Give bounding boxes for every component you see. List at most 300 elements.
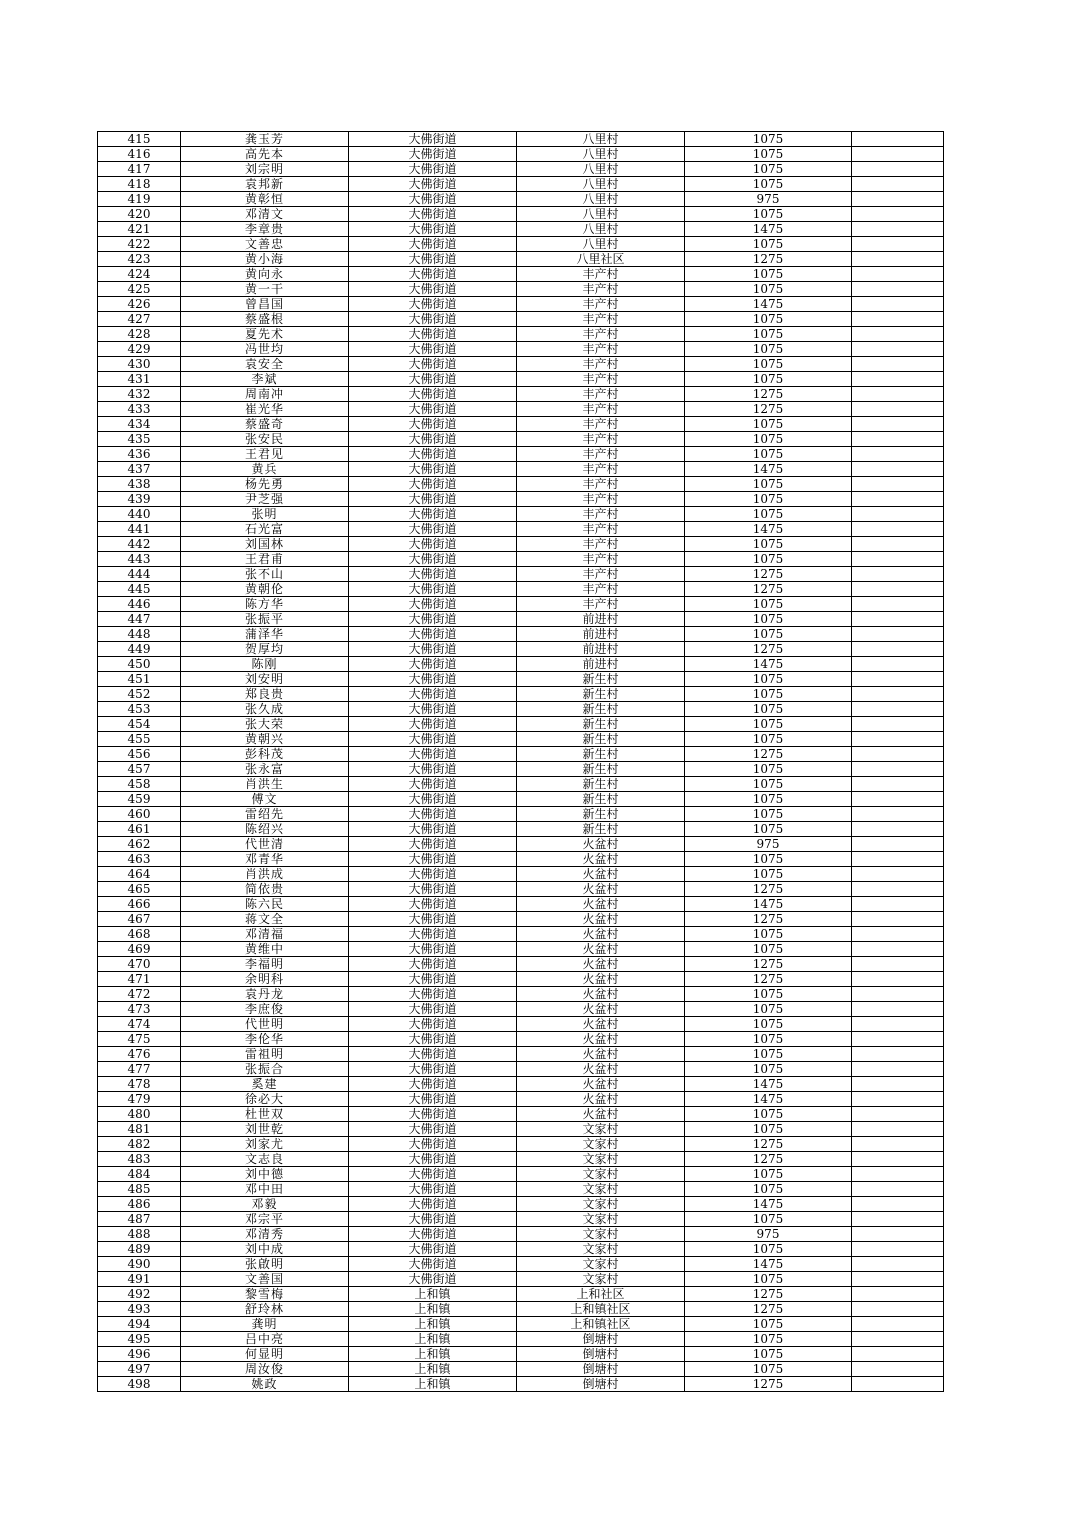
row-number-cell: 438 <box>98 477 181 492</box>
street-cell: 大佛街道 <box>349 642 517 657</box>
street-cell: 大佛街道 <box>349 1017 517 1032</box>
table-row <box>98 267 944 282</box>
street-cell: 大佛街道 <box>349 1092 517 1107</box>
remark-cell <box>852 432 944 447</box>
row-number-cell: 435 <box>98 432 181 447</box>
amount-cell: 1275 <box>685 912 852 927</box>
row-number-cell: 450 <box>98 657 181 672</box>
street-cell: 大佛街道 <box>349 972 517 987</box>
table-row <box>98 1152 944 1167</box>
row-number-cell: 454 <box>98 717 181 732</box>
row-number-cell: 464 <box>98 867 181 882</box>
street-cell: 大佛街道 <box>349 537 517 552</box>
table-row <box>98 432 944 447</box>
name-cell: 张不山 <box>181 567 349 582</box>
name-cell: 蒲泽华 <box>181 627 349 642</box>
name-cell: 黄朝兴 <box>181 732 349 747</box>
village-cell: 丰产村 <box>517 447 685 462</box>
village-cell: 丰产村 <box>517 477 685 492</box>
street-cell: 大佛街道 <box>349 402 517 417</box>
name-cell: 邓清福 <box>181 927 349 942</box>
village-cell: 丰产村 <box>517 357 685 372</box>
street-cell: 大佛街道 <box>349 582 517 597</box>
table-row <box>98 1062 944 1077</box>
row-number-cell: 449 <box>98 642 181 657</box>
row-number-cell: 465 <box>98 882 181 897</box>
street-cell: 大佛街道 <box>349 447 517 462</box>
name-cell: 李斌 <box>181 372 349 387</box>
street-cell: 上和镇 <box>349 1302 517 1317</box>
village-cell: 新生村 <box>517 792 685 807</box>
table-row <box>98 687 944 702</box>
name-cell: 徐必大 <box>181 1092 349 1107</box>
remark-cell <box>852 1062 944 1077</box>
street-cell: 大佛街道 <box>349 507 517 522</box>
street-cell: 上和镇 <box>349 1287 517 1302</box>
row-number-cell: 473 <box>98 1002 181 1017</box>
row-number-cell: 470 <box>98 957 181 972</box>
name-cell: 夏先术 <box>181 327 349 342</box>
village-cell: 前进村 <box>517 627 685 642</box>
village-cell: 丰产村 <box>517 387 685 402</box>
street-cell: 大佛街道 <box>349 612 517 627</box>
village-cell: 八里村 <box>517 207 685 222</box>
amount-cell: 1475 <box>685 1197 852 1212</box>
amount-cell: 1075 <box>685 1182 852 1197</box>
table-row <box>98 867 944 882</box>
remark-cell <box>852 732 944 747</box>
village-cell: 文家村 <box>517 1182 685 1197</box>
table-row <box>98 522 944 537</box>
street-cell: 大佛街道 <box>349 192 517 207</box>
table-row <box>98 1242 944 1257</box>
row-number-cell: 462 <box>98 837 181 852</box>
remark-cell <box>852 492 944 507</box>
amount-cell: 1075 <box>685 852 852 867</box>
street-cell: 大佛街道 <box>349 717 517 732</box>
village-cell: 文家村 <box>517 1242 685 1257</box>
amount-cell: 1075 <box>685 207 852 222</box>
remark-cell <box>852 672 944 687</box>
village-cell: 火盆村 <box>517 1002 685 1017</box>
row-number-cell: 436 <box>98 447 181 462</box>
name-cell: 刘宗明 <box>181 162 349 177</box>
amount-cell: 1075 <box>685 1032 852 1047</box>
street-cell: 大佛街道 <box>349 1122 517 1137</box>
row-number-cell: 420 <box>98 207 181 222</box>
name-cell: 张明 <box>181 507 349 522</box>
village-cell: 八里村 <box>517 237 685 252</box>
remark-cell <box>852 1317 944 1332</box>
amount-cell: 1275 <box>685 402 852 417</box>
amount-cell: 1075 <box>685 162 852 177</box>
village-cell: 文家村 <box>517 1137 685 1152</box>
table-row <box>98 597 944 612</box>
amount-cell: 1475 <box>685 1077 852 1092</box>
row-number-cell: 491 <box>98 1272 181 1287</box>
amount-cell: 1075 <box>685 1272 852 1287</box>
remark-cell <box>852 687 944 702</box>
street-cell: 大佛街道 <box>349 567 517 582</box>
remark-cell <box>852 267 944 282</box>
row-number-cell: 472 <box>98 987 181 1002</box>
street-cell: 大佛街道 <box>349 732 517 747</box>
name-cell: 陈六民 <box>181 897 349 912</box>
remark-cell <box>852 1212 944 1227</box>
row-number-cell: 466 <box>98 897 181 912</box>
name-cell: 黄朝伦 <box>181 582 349 597</box>
amount-cell: 1475 <box>685 462 852 477</box>
amount-cell: 1075 <box>685 687 852 702</box>
remark-cell <box>852 942 944 957</box>
street-cell: 大佛街道 <box>349 1137 517 1152</box>
remark-cell <box>852 582 944 597</box>
village-cell: 火盆村 <box>517 852 685 867</box>
table-row <box>98 147 944 162</box>
remark-cell <box>852 1017 944 1032</box>
table-row <box>98 942 944 957</box>
village-cell: 新生村 <box>517 807 685 822</box>
remark-cell <box>852 237 944 252</box>
amount-cell: 975 <box>685 192 852 207</box>
remark-cell <box>852 207 944 222</box>
street-cell: 大佛街道 <box>349 237 517 252</box>
name-cell: 彭科茂 <box>181 747 349 762</box>
name-cell: 肖洪生 <box>181 777 349 792</box>
table-row <box>98 177 944 192</box>
row-number-cell: 442 <box>98 537 181 552</box>
remark-cell <box>852 657 944 672</box>
row-number-cell: 475 <box>98 1032 181 1047</box>
remark-cell <box>852 822 944 837</box>
street-cell: 大佛街道 <box>349 222 517 237</box>
row-number-cell: 417 <box>98 162 181 177</box>
remark-cell <box>852 897 944 912</box>
street-cell: 大佛街道 <box>349 1272 517 1287</box>
row-number-cell: 452 <box>98 687 181 702</box>
village-cell: 丰产村 <box>517 297 685 312</box>
name-cell: 杨先勇 <box>181 477 349 492</box>
name-cell: 龚明 <box>181 1317 349 1332</box>
village-cell: 文家村 <box>517 1227 685 1242</box>
street-cell: 大佛街道 <box>349 162 517 177</box>
village-cell: 八里村 <box>517 147 685 162</box>
row-number-cell: 476 <box>98 1047 181 1062</box>
row-number-cell: 446 <box>98 597 181 612</box>
amount-cell: 1275 <box>685 1152 852 1167</box>
village-cell: 八里村 <box>517 162 685 177</box>
table-row <box>98 492 944 507</box>
amount-cell: 1075 <box>685 147 852 162</box>
row-number-cell: 426 <box>98 297 181 312</box>
name-cell: 文善忠 <box>181 237 349 252</box>
name-cell: 黄维中 <box>181 942 349 957</box>
street-cell: 大佛街道 <box>349 552 517 567</box>
row-number-cell: 423 <box>98 252 181 267</box>
row-number-cell: 455 <box>98 732 181 747</box>
remark-cell <box>852 1152 944 1167</box>
name-cell: 邓清秀 <box>181 1227 349 1242</box>
name-cell: 简依贵 <box>181 882 349 897</box>
street-cell: 大佛街道 <box>349 987 517 1002</box>
row-number-cell: 461 <box>98 822 181 837</box>
remark-cell <box>852 447 944 462</box>
street-cell: 大佛街道 <box>349 1002 517 1017</box>
amount-cell: 1075 <box>685 822 852 837</box>
table-row <box>98 957 944 972</box>
table-row <box>98 777 944 792</box>
street-cell: 大佛街道 <box>349 807 517 822</box>
row-number-cell: 428 <box>98 327 181 342</box>
street-cell: 大佛街道 <box>349 792 517 807</box>
remark-cell <box>852 1137 944 1152</box>
remark-cell <box>852 627 944 642</box>
village-cell: 丰产村 <box>517 462 685 477</box>
row-number-cell: 497 <box>98 1362 181 1377</box>
row-number-cell: 432 <box>98 387 181 402</box>
street-cell: 大佛街道 <box>349 312 517 327</box>
village-cell: 火盆村 <box>517 867 685 882</box>
row-number-cell: 463 <box>98 852 181 867</box>
name-cell: 黄彰恒 <box>181 192 349 207</box>
street-cell: 大佛街道 <box>349 927 517 942</box>
village-cell: 丰产村 <box>517 312 685 327</box>
name-cell: 李章贵 <box>181 222 349 237</box>
name-cell: 王君甫 <box>181 552 349 567</box>
village-cell: 火盆村 <box>517 942 685 957</box>
name-cell: 黎雪梅 <box>181 1287 349 1302</box>
amount-cell: 1075 <box>685 477 852 492</box>
amount-cell: 1075 <box>685 1347 852 1362</box>
table-row <box>98 627 944 642</box>
row-number-cell: 486 <box>98 1197 181 1212</box>
table-row <box>98 672 944 687</box>
remark-cell <box>852 972 944 987</box>
remark-cell <box>852 702 944 717</box>
table-row <box>98 192 944 207</box>
table-row <box>98 1272 944 1287</box>
street-cell: 大佛街道 <box>349 897 517 912</box>
street-cell: 大佛街道 <box>349 1107 517 1122</box>
village-cell: 丰产村 <box>517 432 685 447</box>
name-cell: 张久成 <box>181 702 349 717</box>
row-number-cell: 430 <box>98 357 181 372</box>
name-cell: 邓青华 <box>181 852 349 867</box>
village-cell: 丰产村 <box>517 537 685 552</box>
amount-cell: 1475 <box>685 897 852 912</box>
village-cell: 丰产村 <box>517 342 685 357</box>
street-cell: 大佛街道 <box>349 747 517 762</box>
village-cell: 文家村 <box>517 1212 685 1227</box>
street-cell: 大佛街道 <box>349 597 517 612</box>
village-cell: 丰产村 <box>517 582 685 597</box>
name-cell: 刘中德 <box>181 1167 349 1182</box>
name-cell: 李伦华 <box>181 1032 349 1047</box>
row-number-cell: 498 <box>98 1377 181 1392</box>
name-cell: 文志良 <box>181 1152 349 1167</box>
amount-cell: 1075 <box>685 672 852 687</box>
table-row <box>98 1287 944 1302</box>
name-cell: 傅文 <box>181 792 349 807</box>
remark-cell <box>852 1002 944 1017</box>
remark-cell <box>852 1047 944 1062</box>
remark-cell <box>852 612 944 627</box>
name-cell: 刘安明 <box>181 672 349 687</box>
remark-cell <box>852 642 944 657</box>
remark-cell <box>852 957 944 972</box>
table-row <box>98 882 944 897</box>
table-row <box>98 552 944 567</box>
roster-table-body <box>98 132 944 1392</box>
amount-cell: 1075 <box>685 342 852 357</box>
village-cell: 丰产村 <box>517 507 685 522</box>
amount-cell: 1075 <box>685 132 852 147</box>
name-cell: 邓宗平 <box>181 1212 349 1227</box>
street-cell: 大佛街道 <box>349 477 517 492</box>
row-number-cell: 460 <box>98 807 181 822</box>
village-cell: 文家村 <box>517 1257 685 1272</box>
name-cell: 黄兵 <box>181 462 349 477</box>
remark-cell <box>852 927 944 942</box>
name-cell: 黄小海 <box>181 252 349 267</box>
table-row <box>98 1107 944 1122</box>
street-cell: 大佛街道 <box>349 867 517 882</box>
village-cell: 八里村 <box>517 132 685 147</box>
amount-cell: 1075 <box>685 1362 852 1377</box>
name-cell: 刘中成 <box>181 1242 349 1257</box>
remark-cell <box>852 1182 944 1197</box>
village-cell: 上和镇社区 <box>517 1317 685 1332</box>
name-cell: 曾昌国 <box>181 297 349 312</box>
row-number-cell: 427 <box>98 312 181 327</box>
name-cell: 舒玲林 <box>181 1302 349 1317</box>
row-number-cell: 494 <box>98 1317 181 1332</box>
village-cell: 八里村 <box>517 192 685 207</box>
table-row <box>98 1167 944 1182</box>
village-cell: 丰产村 <box>517 417 685 432</box>
name-cell: 雷祖明 <box>181 1047 349 1062</box>
remark-cell <box>852 1092 944 1107</box>
street-cell: 大佛街道 <box>349 132 517 147</box>
row-number-cell: 459 <box>98 792 181 807</box>
village-cell: 火盆村 <box>517 837 685 852</box>
name-cell: 冯世均 <box>181 342 349 357</box>
amount-cell: 1475 <box>685 1257 852 1272</box>
village-cell: 火盆村 <box>517 882 685 897</box>
village-cell: 倒塘村 <box>517 1362 685 1377</box>
village-cell: 文家村 <box>517 1122 685 1137</box>
table-row <box>98 537 944 552</box>
name-cell: 周汝俊 <box>181 1362 349 1377</box>
remark-cell <box>852 1347 944 1362</box>
remark-cell <box>852 522 944 537</box>
table-row <box>98 1212 944 1227</box>
row-number-cell: 456 <box>98 747 181 762</box>
table-row <box>98 912 944 927</box>
street-cell: 大佛街道 <box>349 912 517 927</box>
amount-cell: 1475 <box>685 297 852 312</box>
name-cell: 文善国 <box>181 1272 349 1287</box>
amount-cell: 1075 <box>685 807 852 822</box>
amount-cell: 1075 <box>685 942 852 957</box>
table-row <box>98 327 944 342</box>
remark-cell <box>852 387 944 402</box>
amount-cell: 1075 <box>685 492 852 507</box>
row-number-cell: 431 <box>98 372 181 387</box>
name-cell: 贺厚均 <box>181 642 349 657</box>
name-cell: 邓毅 <box>181 1197 349 1212</box>
table-row <box>98 852 944 867</box>
row-number-cell: 496 <box>98 1347 181 1362</box>
village-cell: 火盆村 <box>517 912 685 927</box>
village-cell: 八里村 <box>517 177 685 192</box>
remark-cell <box>852 507 944 522</box>
table-row <box>98 1137 944 1152</box>
name-cell: 陈刚 <box>181 657 349 672</box>
amount-cell: 1075 <box>685 627 852 642</box>
village-cell: 火盆村 <box>517 987 685 1002</box>
table-row <box>98 987 944 1002</box>
street-cell: 大佛街道 <box>349 957 517 972</box>
table-row <box>98 1302 944 1317</box>
amount-cell: 1075 <box>685 1332 852 1347</box>
remark-cell <box>852 177 944 192</box>
name-cell: 蔡盛根 <box>181 312 349 327</box>
row-number-cell: 433 <box>98 402 181 417</box>
table-row <box>98 1332 944 1347</box>
remark-cell <box>852 327 944 342</box>
row-number-cell: 467 <box>98 912 181 927</box>
table-row <box>98 1032 944 1047</box>
row-number-cell: 469 <box>98 942 181 957</box>
row-number-cell: 444 <box>98 567 181 582</box>
amount-cell: 1075 <box>685 762 852 777</box>
amount-cell: 1275 <box>685 582 852 597</box>
remark-cell <box>852 597 944 612</box>
name-cell: 陈绍兴 <box>181 822 349 837</box>
amount-cell: 1075 <box>685 792 852 807</box>
table-row <box>98 1122 944 1137</box>
remark-cell <box>852 1332 944 1347</box>
remark-cell <box>852 357 944 372</box>
table-row <box>98 507 944 522</box>
remark-cell <box>852 747 944 762</box>
street-cell: 大佛街道 <box>349 1152 517 1167</box>
remark-cell <box>852 372 944 387</box>
table-row <box>98 972 944 987</box>
village-cell: 倒塘村 <box>517 1377 685 1392</box>
amount-cell: 1075 <box>685 447 852 462</box>
row-number-cell: 478 <box>98 1077 181 1092</box>
amount-cell: 1075 <box>685 372 852 387</box>
table-row <box>98 657 944 672</box>
amount-cell: 975 <box>685 1227 852 1242</box>
amount-cell: 1075 <box>685 1107 852 1122</box>
village-cell: 火盆村 <box>517 897 685 912</box>
name-cell: 蔡盛奇 <box>181 417 349 432</box>
village-cell: 火盆村 <box>517 1047 685 1062</box>
street-cell: 大佛街道 <box>349 777 517 792</box>
name-cell: 吕中亮 <box>181 1332 349 1347</box>
name-cell: 蒋文全 <box>181 912 349 927</box>
amount-cell: 1075 <box>685 237 852 252</box>
amount-cell: 1075 <box>685 702 852 717</box>
remark-cell <box>852 297 944 312</box>
table-row <box>98 1002 944 1017</box>
name-cell: 李庶俊 <box>181 1002 349 1017</box>
village-cell: 新生村 <box>517 762 685 777</box>
name-cell: 代世明 <box>181 1017 349 1032</box>
